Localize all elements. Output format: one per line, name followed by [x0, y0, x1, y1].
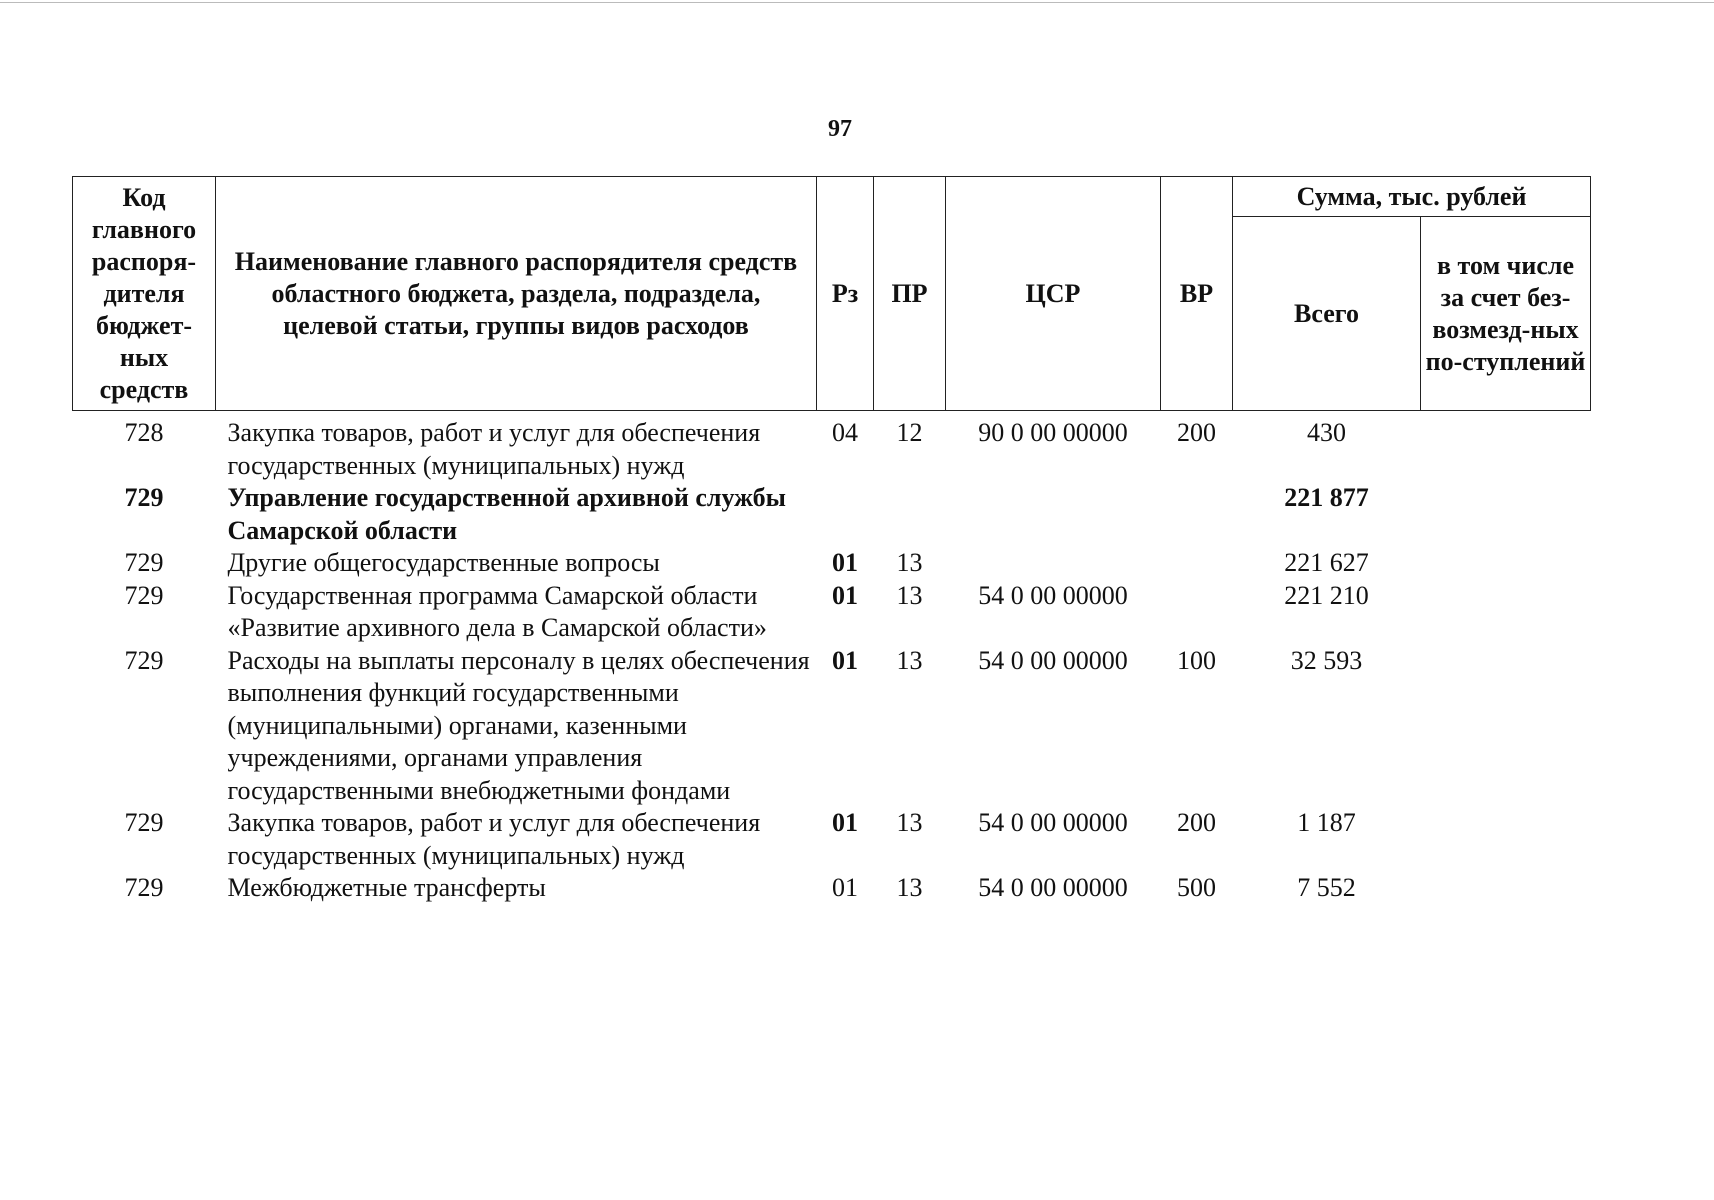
header-name: Наименование главного распорядителя средств областного бюджета, раздела, подраздела, целевой статьи, группы видов расходов: [216, 177, 817, 411]
table-row: [73, 807, 1591, 872]
cell-rz: 01: [832, 548, 858, 577]
table-body: [73, 411, 1591, 905]
cell-csr: 54 0 00 00000: [978, 645, 1128, 675]
cell-name: Закупка товаров, работ и услуг для обеспечения государственных (муниципальных) нужд: [227, 418, 761, 480]
cell-rz: 01: [832, 873, 858, 902]
cell-total: 32 593: [1290, 645, 1363, 675]
header-sum: Сумма, тыс. рублей: [1233, 177, 1591, 217]
cell-rz: [817, 482, 874, 547]
cell-name: Государственная программа Самарской области «Развитие архивного дела в Самарской области»: [227, 580, 767, 642]
cell-csr: 54 0 00 00000: [978, 808, 1128, 837]
header-incl: в том числе за счет без-возмезд-ных по-ступлений: [1421, 217, 1591, 411]
cell-vr: 500: [1177, 873, 1216, 902]
cell-vr: 200: [1177, 808, 1216, 837]
cell-rz: 01: [832, 808, 858, 837]
cell-name: Межбюджетные трансферты: [227, 873, 546, 902]
cell-code: 729: [124, 873, 164, 902]
cell-vr: 100: [1177, 645, 1216, 675]
cell-csr: 90 0 00 00000: [978, 418, 1128, 447]
cell-csr: [946, 482, 1161, 547]
cell-code: 729: [124, 808, 164, 837]
cell-code: 729: [124, 580, 164, 610]
cell-pr: 13: [896, 808, 923, 837]
cell-code: 729: [124, 645, 164, 675]
cell-rz: 01: [832, 645, 858, 675]
table-row: [73, 645, 1591, 808]
table-row: [73, 547, 1591, 580]
cell-csr: [946, 547, 1161, 580]
cell-code: 729: [124, 548, 164, 577]
cell-incl: [1421, 547, 1591, 580]
budget-table: [72, 176, 1591, 905]
header-total: Всего: [1233, 217, 1421, 411]
cell-total: 1 187: [1297, 808, 1356, 837]
cell-name: Закупка товаров, работ и услуг для обеспечения государственных (муниципальных) нужд: [227, 808, 761, 870]
cell-pr: 13: [896, 645, 923, 675]
cell-total: 7 552: [1297, 873, 1356, 902]
cell-code: 728: [124, 418, 164, 447]
cell-vr: 200: [1177, 418, 1216, 447]
scan-top-edge: [0, 2, 1714, 3]
table-row: [73, 872, 1591, 905]
table-row: [73, 580, 1591, 645]
cell-pr: 13: [896, 873, 923, 902]
cell-incl: [1421, 872, 1591, 905]
cell-incl: [1421, 807, 1591, 872]
cell-pr: [874, 482, 946, 547]
header-rz: Рз: [817, 177, 874, 411]
cell-incl: [1421, 645, 1591, 808]
cell-rz: 01: [832, 580, 858, 610]
cell-name: Расходы на выплаты персоналу в целях обеспечения выполнения функций государственными (муниципальными) органами, казенными учреждениями, органами управления государственными внебюджетными фондами: [227, 645, 810, 805]
table-row: [73, 482, 1591, 547]
cell-total: 221 627: [1284, 548, 1369, 577]
cell-code: 729: [124, 483, 164, 512]
cell-csr: 54 0 00 00000: [978, 580, 1128, 610]
cell-total: 430: [1307, 418, 1346, 447]
cell-csr: 54 0 00 00000: [978, 873, 1128, 902]
cell-incl: [1421, 580, 1591, 645]
cell-vr: [1161, 580, 1233, 645]
cell-incl: [1421, 417, 1591, 482]
cell-total: 221 877: [1284, 483, 1369, 512]
cell-name: Управление государственной архивной службы Самарской области: [227, 483, 786, 545]
cell-pr: 13: [896, 580, 923, 610]
cell-vr: [1161, 482, 1233, 547]
header-pr: ПР: [874, 177, 946, 411]
cell-pr: 12: [896, 418, 923, 447]
header-vr: ВР: [1161, 177, 1233, 411]
cell-total: 221 210: [1284, 580, 1369, 610]
cell-rz: 04: [832, 418, 858, 447]
table-row: [73, 417, 1591, 482]
page-number: 97: [828, 116, 852, 142]
header-csr: ЦСР: [946, 177, 1161, 411]
header-code: Код главного распоря-дителя бюджет-ных средств: [73, 177, 216, 411]
cell-vr: [1161, 547, 1233, 580]
cell-pr: 13: [896, 548, 923, 577]
cell-name: Другие общегосударственные вопросы: [227, 548, 660, 577]
cell-incl: [1421, 482, 1591, 547]
